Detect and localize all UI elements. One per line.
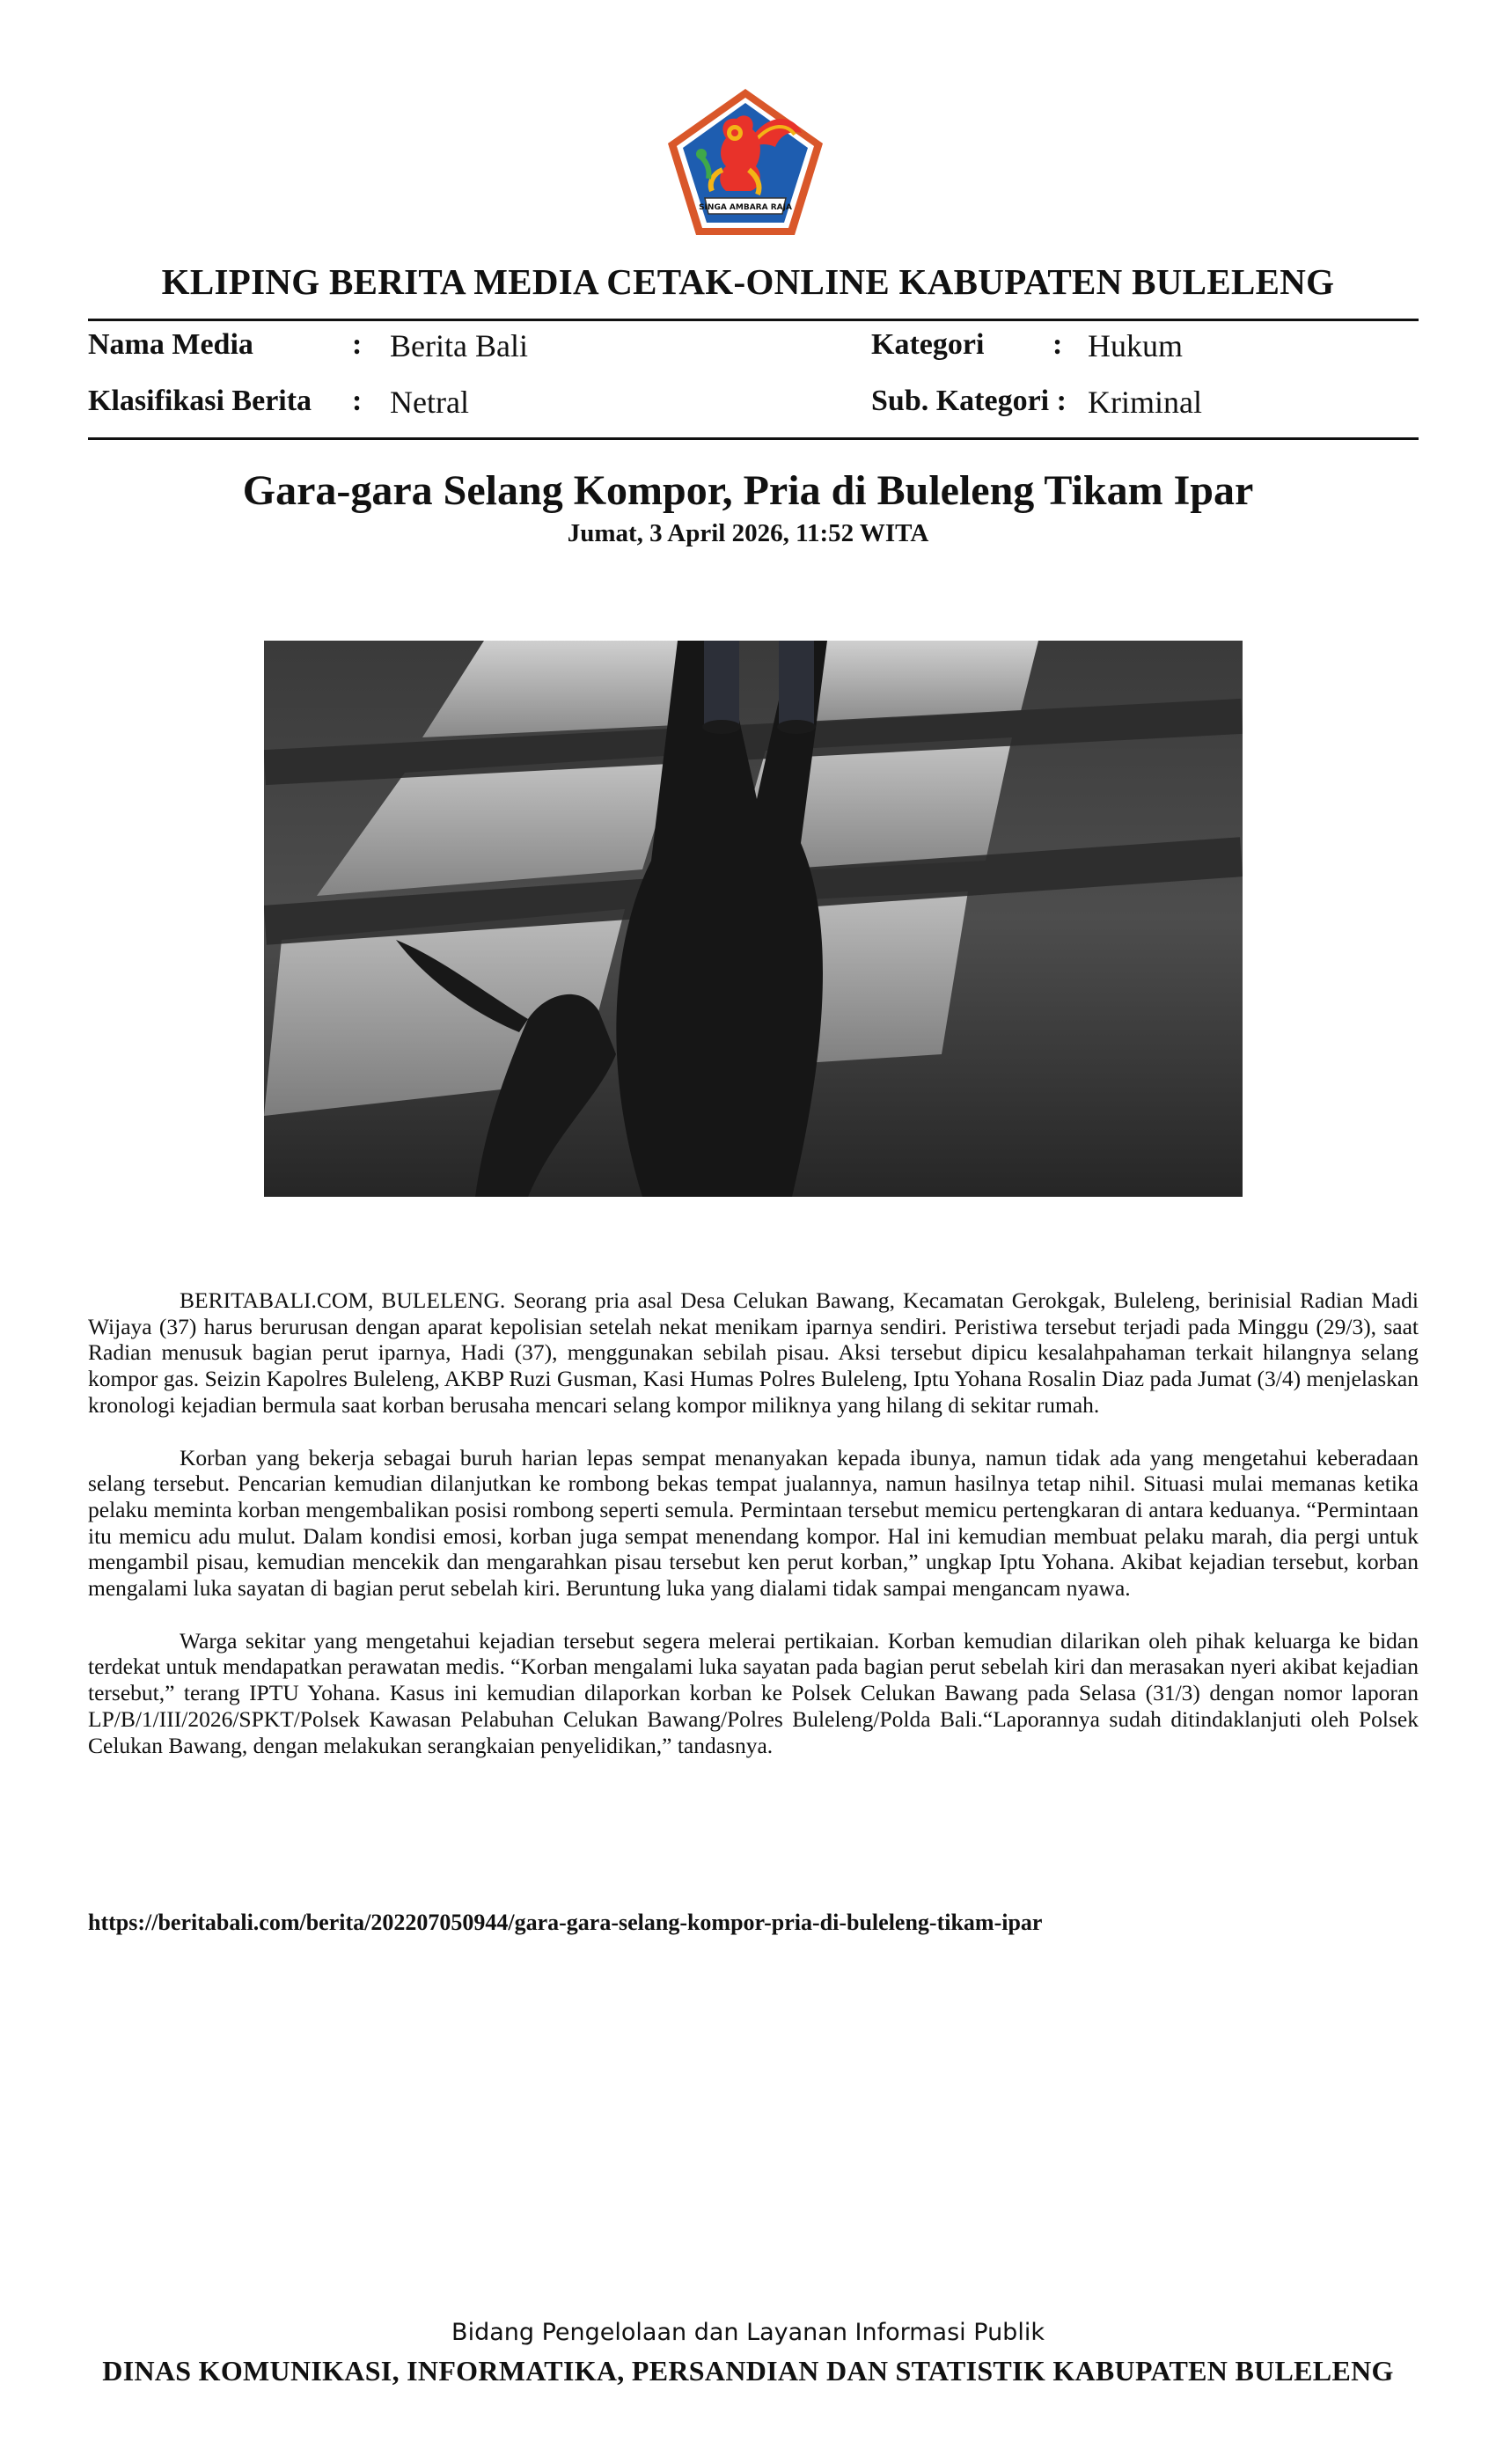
article-body bbox=[88, 1287, 1419, 1785]
article-dateline: Jumat, 3 April 2026, 11:52 WITA bbox=[567, 519, 929, 547]
kategori-label: Kategori bbox=[871, 328, 985, 361]
sub-kategori-label: Sub. Kategori : bbox=[871, 385, 1067, 417]
nama-media-colon: : bbox=[352, 328, 363, 361]
header-bottom-rule bbox=[88, 437, 1419, 440]
header-top-rule bbox=[88, 319, 1419, 321]
klasifikasi-colon: : bbox=[352, 385, 363, 417]
footer-agency: DINAS KOMUNIKASI, INFORMATIKA, PERSANDIAN DAN STATISTIK KABUPATEN BULELENG bbox=[102, 2355, 1394, 2387]
kategori-value: Hukum bbox=[1088, 328, 1183, 363]
klasifikasi-label: Klasifikasi Berita bbox=[88, 385, 312, 417]
nama-media-value: Berita Bali bbox=[390, 328, 528, 363]
kategori-colon: : bbox=[1052, 328, 1063, 361]
sub-kategori-value: Kriminal bbox=[1088, 385, 1202, 420]
buleleng-emblem-logo bbox=[664, 85, 826, 238]
article-paragraph-1: BERITABALI.COM, BULELENG. Seorang pria asal Desa Celukan Bawang, Kecamatan Gerokgak, Buleleng, berinisial Radian Madi Wijaya (37) harus berurusan dengan aparat kepolisian setelah nekat menikam iparnya sendiri. Peristiwa tersebut terjadi pada Minggu (29/3), saat Radian menusuk bagian perut iparnya, Hadi (37), menggunakan sebilah pisau. Aksi tersebut dipicu kesalahpahaman terkait hilangnya selang kompor gas. Seizin Kapolres Buleleng, AKBP Ruzi Gusman, Kasi Humas Polres Buleleng, Iptu Yohana Rosalin Diaz pada Jumat (3/4) menjelaskan kronologi kejadian bermula saat korban berusaha mencari selang kompor miliknya yang hilang di sekitar rumah. bbox=[88, 1287, 1419, 1418]
logo-motto-text: SINGA AMBARA RAJA bbox=[699, 203, 792, 212]
article-paragraph-3: Warga sekitar yang mengetahui kejadian tersebut segera melerai pertikaian. Korban kemudian dilarikan oleh pihak keluarga ke bidan terdekat untuk mendapatkan perawatan medis. “Korban mengalami luka sayatan pada bagian perut sebelah kiri dan merasakan nyeri akibat kejadian tersebut,” terang IPTU Yohana. Kasus ini kemudian dilaporkan korban ke Polsek Celukan Bawang pada Selasa (31/3) dengan nomor laporan LP/B/1/III/2026/SPKT/Polsek Kawasan Pelabuhan Celukan Bawang/Polres Buleleng/Polda Bali.“Laporannya sudah ditindaklanjuti oleh Polsek Celukan Bawang, dengan melakukan serangkaian penyelidikan,” tandasnya. bbox=[88, 1627, 1419, 1758]
article-paragraph-2: Korban yang bekerja sebagai buruh harian lepas sempat menanyakan kepada ibunya, namun tidak ada yang mengetahui keberadaan selang tersebut. Pencarian kemudian dilanjutkan ke rombong bekas tempat jualannya, namun hasilnya tetap nihil. Situasi mulai memanas ketika pelaku meminta korban mengembalikan posisi rombong seperti semula. Permintaan tersebut memicu pertengkaran di antara keduanya. “Permintaan itu memicu adu mulut. Dalam kondisi emosi, korban juga sempat menendang kompor. Hal ini kemudian membuat pelaku marah, dia pergi untuk mengambil pisau, kemudian mencekik dan mengarahkan pisau tersebut ken perut korban,” ungkap Iptu Yohana. Akibat kejadian tersebut, korban mengalami luka sayatan di bagian perut sebelah kiri. Beruntung luka yang dialami tidak sampai mengancam nyawa. bbox=[88, 1444, 1419, 1602]
klasifikasi-value: Netral bbox=[390, 385, 469, 420]
nama-media-label: Nama Media bbox=[88, 328, 253, 361]
article-photo bbox=[264, 641, 1243, 1197]
footer-division: Bidang Pengelolaan dan Layanan Informasi Publik bbox=[451, 2319, 1045, 2346]
article-source-link[interactable]: https://beritabali.com/berita/202207050944/gara-gara-selang-kompor-pria-di-buleleng-tikam-ipar bbox=[88, 1910, 1043, 1935]
article-headline: Gara-gara Selang Kompor, Pria di Buleleng Tikam Ipar bbox=[242, 467, 1254, 514]
kliping-title: KLIPING BERITA MEDIA CETAK-ONLINE KABUPATEN BULELENG bbox=[161, 261, 1335, 302]
